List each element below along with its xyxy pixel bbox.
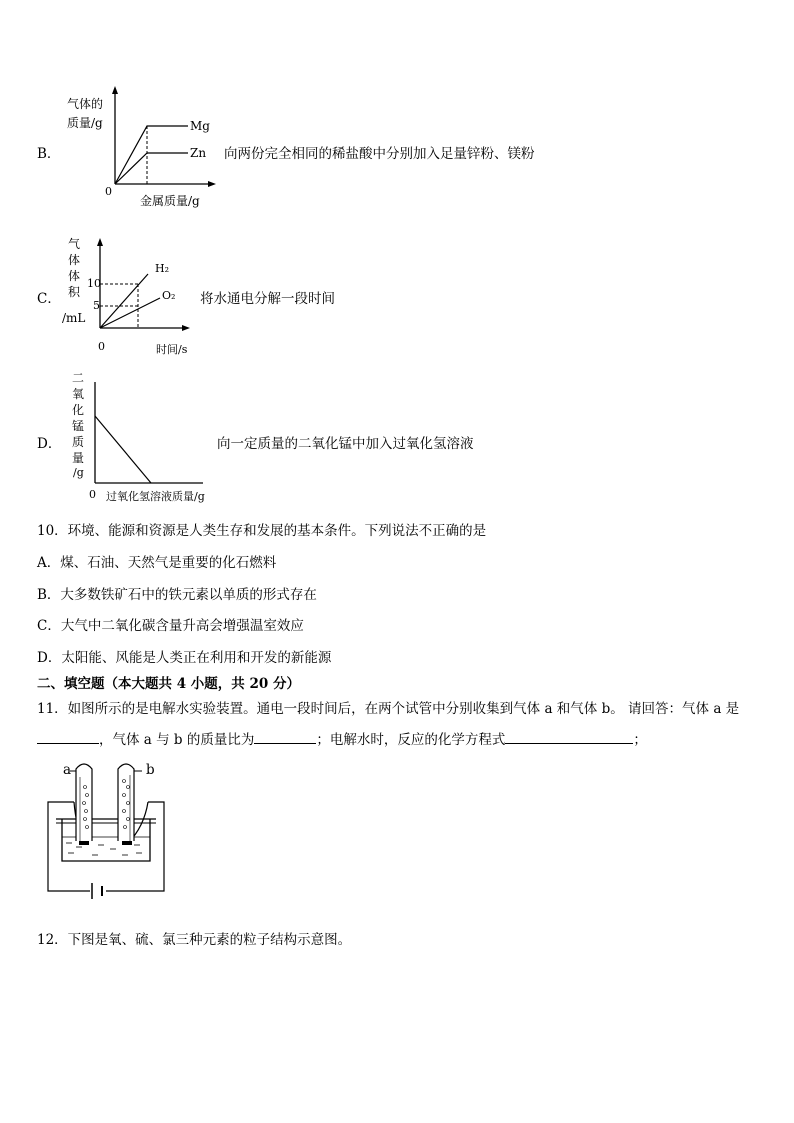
q11-part3: ； xyxy=(633,732,647,748)
q10-option-d: D．太阳能、风能是人类正在利用和开发的新能源 xyxy=(37,650,332,666)
option-d-letter: D． xyxy=(37,436,62,452)
option-c-origin: 0 xyxy=(98,340,105,353)
option-b-series-zn: Zn xyxy=(190,146,207,160)
option-c-tick-10: 10 xyxy=(87,277,101,290)
option-d-yunit: /g xyxy=(73,466,84,479)
q11-part1: ，气体 a 与 b 的质量比为 xyxy=(99,732,255,748)
label-gas-b: b xyxy=(146,762,155,778)
option-b-description: 向两份完全相同的稀盐酸中分别加入足量锌粉、镁粉 xyxy=(224,146,535,162)
q11-stem: 11．如图所示的是电解水实验装置。通电一段时间后，在两个试管中分别收集到气体 a 和气体 b。 请回答：气体 a 是 xyxy=(37,701,740,717)
answer-blank-mass-ratio[interactable] xyxy=(254,729,316,744)
q10-stem: 10．环境、能源和资源是人类生存和发展的基本条件。下列说法不正确的是 xyxy=(37,523,487,539)
electrode-b xyxy=(122,841,132,845)
option-c-graph xyxy=(90,236,200,336)
option-b-ylabel-2: 质量/g xyxy=(67,116,103,130)
q11-part2: ；电解水时，反应的化学方程式 xyxy=(316,732,506,748)
option-c-ylabel: 气体体积 xyxy=(67,237,80,299)
answer-blank-equation[interactable] xyxy=(505,729,633,744)
option-b-series-mg: Mg xyxy=(190,119,210,133)
option-c-xlabel: 时间/s xyxy=(156,343,188,356)
answer-blank-gas-a[interactable] xyxy=(37,729,99,744)
option-b-ylabel-1: 气体的 xyxy=(67,97,104,111)
q10-option-a: A．煤、石油、天然气是重要的化石燃料 xyxy=(37,555,277,571)
option-b-letter: B． xyxy=(37,146,61,162)
option-c-h2-line xyxy=(100,274,148,328)
option-d-xlabel: 过氧化氢溶液质量/g xyxy=(106,490,205,503)
option-d-line xyxy=(95,416,151,483)
option-c-description: 将水通电分解一段时间 xyxy=(200,291,335,307)
q12-stem: 12．下图是氧、硫、氯三种元素的粒子结构示意图。 xyxy=(37,932,352,948)
option-c-series-o2: O₂ xyxy=(162,289,176,302)
option-c-yunit: /mL xyxy=(62,311,86,325)
test-tube-b xyxy=(118,764,134,841)
option-d-ylabel: 二氧化锰质量 xyxy=(71,371,84,465)
water xyxy=(62,837,150,855)
option-d-description: 向一定质量的二氧化锰中加入过氧化氢溶液 xyxy=(217,436,474,452)
option-b-xlabel: 金属质量/g xyxy=(140,194,200,208)
option-d-origin: 0 xyxy=(89,488,96,501)
q11-line2 xyxy=(37,728,647,748)
option-b-zn-line xyxy=(115,153,188,184)
option-b-mg-line xyxy=(115,126,188,184)
test-tube-a xyxy=(76,764,92,841)
option-c-o2-line xyxy=(100,298,160,328)
electrode-a xyxy=(79,841,89,845)
q10-option-c: C．大气中二氧化碳含量升高会增强温室效应 xyxy=(37,618,304,634)
option-b-origin: 0 xyxy=(105,185,112,198)
option-d-graph xyxy=(88,378,208,488)
option-b-graph xyxy=(100,84,230,194)
option-c-letter: C． xyxy=(37,291,61,307)
label-gas-a: a xyxy=(63,762,72,778)
beaker xyxy=(62,819,150,861)
electrolysis-apparatus xyxy=(40,757,180,902)
section-heading: 二、填空题（本大题共 4 小题，共 20 分） xyxy=(37,676,300,692)
option-c-tick-5: 5 xyxy=(93,299,100,312)
q10-option-b: B．大多数铁矿石中的铁元素以单质的形式存在 xyxy=(37,587,317,603)
option-c-series-h2: H₂ xyxy=(155,262,170,275)
